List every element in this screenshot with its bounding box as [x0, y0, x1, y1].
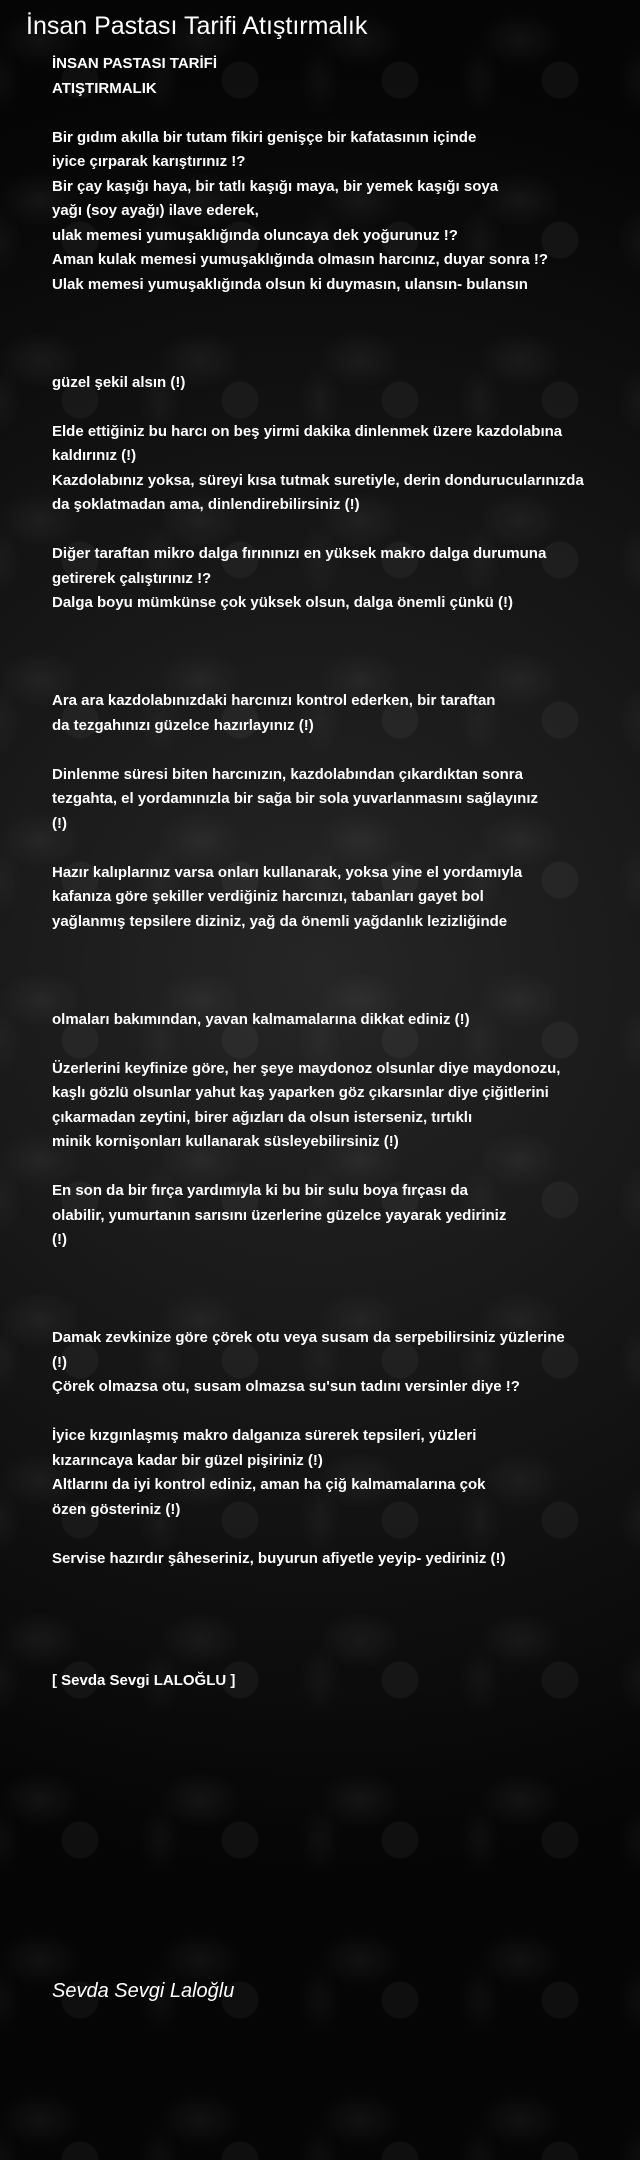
poem-line: (!): [52, 814, 67, 832]
poem-body: [52, 52, 612, 1694]
poem-line: ulak memesi yumuşaklığında oluncaya dek yoğurunuz !?: [52, 226, 458, 244]
poem-line: kafanıza göre şekiller verdiğiniz harcınızı, tabanları gayet bol: [52, 888, 484, 905]
poem-line: Ara ara kazdolabınızdaki harcınızı kontrol ederken, bir taraftan: [52, 692, 496, 709]
poem-blank-line: [52, 322, 612, 347]
poem-line: Bir çay kaşığı haya, bir tatlı kaşığı maya, bir yemek kaşığı soya: [52, 177, 499, 195]
poem-line: Aman kulak memesi yumuşaklığında olmasın harcınız, duyar sonra !?: [52, 251, 548, 268]
poem-blank-line: [52, 1620, 612, 1645]
poem-line: olabilir, yumurtanın sarısını üzerlerine güzelce yayarak yediriniz: [52, 1206, 507, 1224]
poem-line: da tezgahınızı güzelce hazırlayınız (!): [52, 716, 314, 734]
poem-blank-line: [52, 738, 612, 763]
poem-line: minik kornişonları kullanarak süsleyebilirsiniz (!): [52, 1133, 399, 1150]
poem-line: yağlanmış tepsilere diziniz, yağ da önemli yağdanlık lezizliğinde: [52, 912, 508, 930]
poem-blank-line: [52, 640, 612, 665]
poem-line: Üzerlerini keyfinize göre, her şeye maydonoz olsunlar diye maydonozu,: [52, 1059, 561, 1077]
poem-blank-line: [52, 101, 612, 126]
poem-line: özen gösteriniz (!): [52, 1500, 181, 1518]
poem-line: (!): [52, 1353, 67, 1371]
poem-line: Bir gıdım akılla bir tutam fikiri genişçe bir kafatasının içinde: [52, 128, 477, 146]
poem-line: Hazır kalıplarınız varsa onları kullanarak, yoksa yine el yordamıyla: [52, 863, 523, 881]
poem-line: Diğer taraftan mikro dalga fırınınızı en yüksek makro dalga durumuna: [52, 545, 547, 562]
poem-line: da şoklatmadan ama, dinlendirebilirsiniz (!): [52, 496, 360, 513]
author-signature: Sevda Sevgi Laloğlu: [52, 1980, 235, 2002]
poem-line: Servise hazırdır şâheseriniz, buyurun afiyetle yeyip- yediriniz (!): [52, 1549, 506, 1567]
poem-blank-line: [52, 1302, 612, 1327]
poem-line: (!): [52, 1231, 67, 1248]
poem-blank-line: [52, 518, 612, 543]
poem-blank-line: [52, 1155, 612, 1180]
poem-line: [ Sevda Sevgi LALOĞLU ]: [52, 1672, 236, 1689]
poem-line: getirerek çalıştırınız !?: [52, 569, 212, 587]
poem-line: çıkarmadan zeytini, birer ağızları da olsun isterseniz, tırtıklı: [52, 1108, 473, 1126]
poem-line: yağı (soy ayağı) ilave ederek,: [52, 202, 259, 219]
poem-title: İnsan Pastası Tarifi Atıştırmalık: [26, 12, 368, 40]
poem-blank-line: [52, 983, 612, 1008]
poem-line: tezgahta, el yordamınızla bir sağa bir sola yuvarlanmasını sağlayınız: [52, 790, 539, 807]
poem-blank-line: [52, 1645, 612, 1670]
poem-blank-line: [52, 1400, 612, 1425]
poem-line: kızarıncaya kadar bir güzel pişiriniz (!): [52, 1451, 323, 1469]
poem-blank-line: [52, 665, 612, 690]
poem-blank-line: [52, 934, 612, 959]
poem-line: En son da bir fırça yardımıyla ki bu bir sulu boya fırçası da: [52, 1182, 468, 1199]
poem-blank-line: [52, 959, 612, 984]
poem-line: Damak zevkinize göre çörek otu veya susam da serpebilirsiniz yüzlerine: [52, 1329, 565, 1346]
poem-blank-line: [52, 395, 612, 420]
poem-blank-line: [52, 1596, 612, 1621]
poem-line: iyice çırparak karıştırınız !?: [52, 153, 246, 170]
poem-blank-line: [52, 1253, 612, 1278]
poem-blank-line: [52, 836, 612, 861]
poem-line: Kazdolabınız yoksa, süreyi kısa tutmak suretiyle, derin dondurucularınızda: [52, 471, 584, 489]
poem-line: güzel şekil alsın (!): [52, 373, 186, 391]
poem-line: İNSAN PASTASI TARİFİ: [52, 55, 217, 72]
poem-line: olmaları bakımından, yavan kalmamalarına dikkat ediniz (!): [52, 1010, 470, 1028]
poem-blank-line: [52, 297, 612, 322]
poem-blank-line: [52, 1032, 612, 1057]
poem-blank-line: [52, 346, 612, 371]
poem-line: ATIŞTIRMALIK: [52, 79, 157, 97]
poem-blank-line: [52, 616, 612, 641]
poem-line: kaşlı gözlü olsunlar yahut kaş yaparken göz çıkarsınlar diye çiğitlerini: [52, 1084, 549, 1101]
poem-line: Dalga boyu mümkünse çok yüksek olsun, dalga önemli çünkü (!): [52, 594, 513, 611]
poem-blank-line: [52, 1522, 612, 1547]
poem-line: Altlarını da iyi kontrol ediniz, aman ha çiğ kalmamalarına çok: [52, 1476, 486, 1493]
poem-line: İyice kızgınlaşmış makro dalganıza sürerek tepsileri, yüzleri: [52, 1427, 477, 1444]
poem-line: Çörek olmazsa otu, susam olmazsa su'sun tadını versinler diye !?: [52, 1378, 520, 1395]
poem-line: kaldırınız (!): [52, 447, 137, 464]
poem-blank-line: [52, 1277, 612, 1302]
poem-line: Ulak memesi yumuşaklığında olsun ki duymasın, ulansın- bulansın: [52, 275, 528, 293]
poem-line: Dinlenme süresi biten harcınızın, kazdolabından çıkardıktan sonra: [52, 765, 523, 783]
poem-blank-line: [52, 1571, 612, 1596]
poem-line: Elde ettiğiniz bu harcı on beş yirmi dakika dinlenmek üzere kazdolabına: [52, 422, 563, 440]
